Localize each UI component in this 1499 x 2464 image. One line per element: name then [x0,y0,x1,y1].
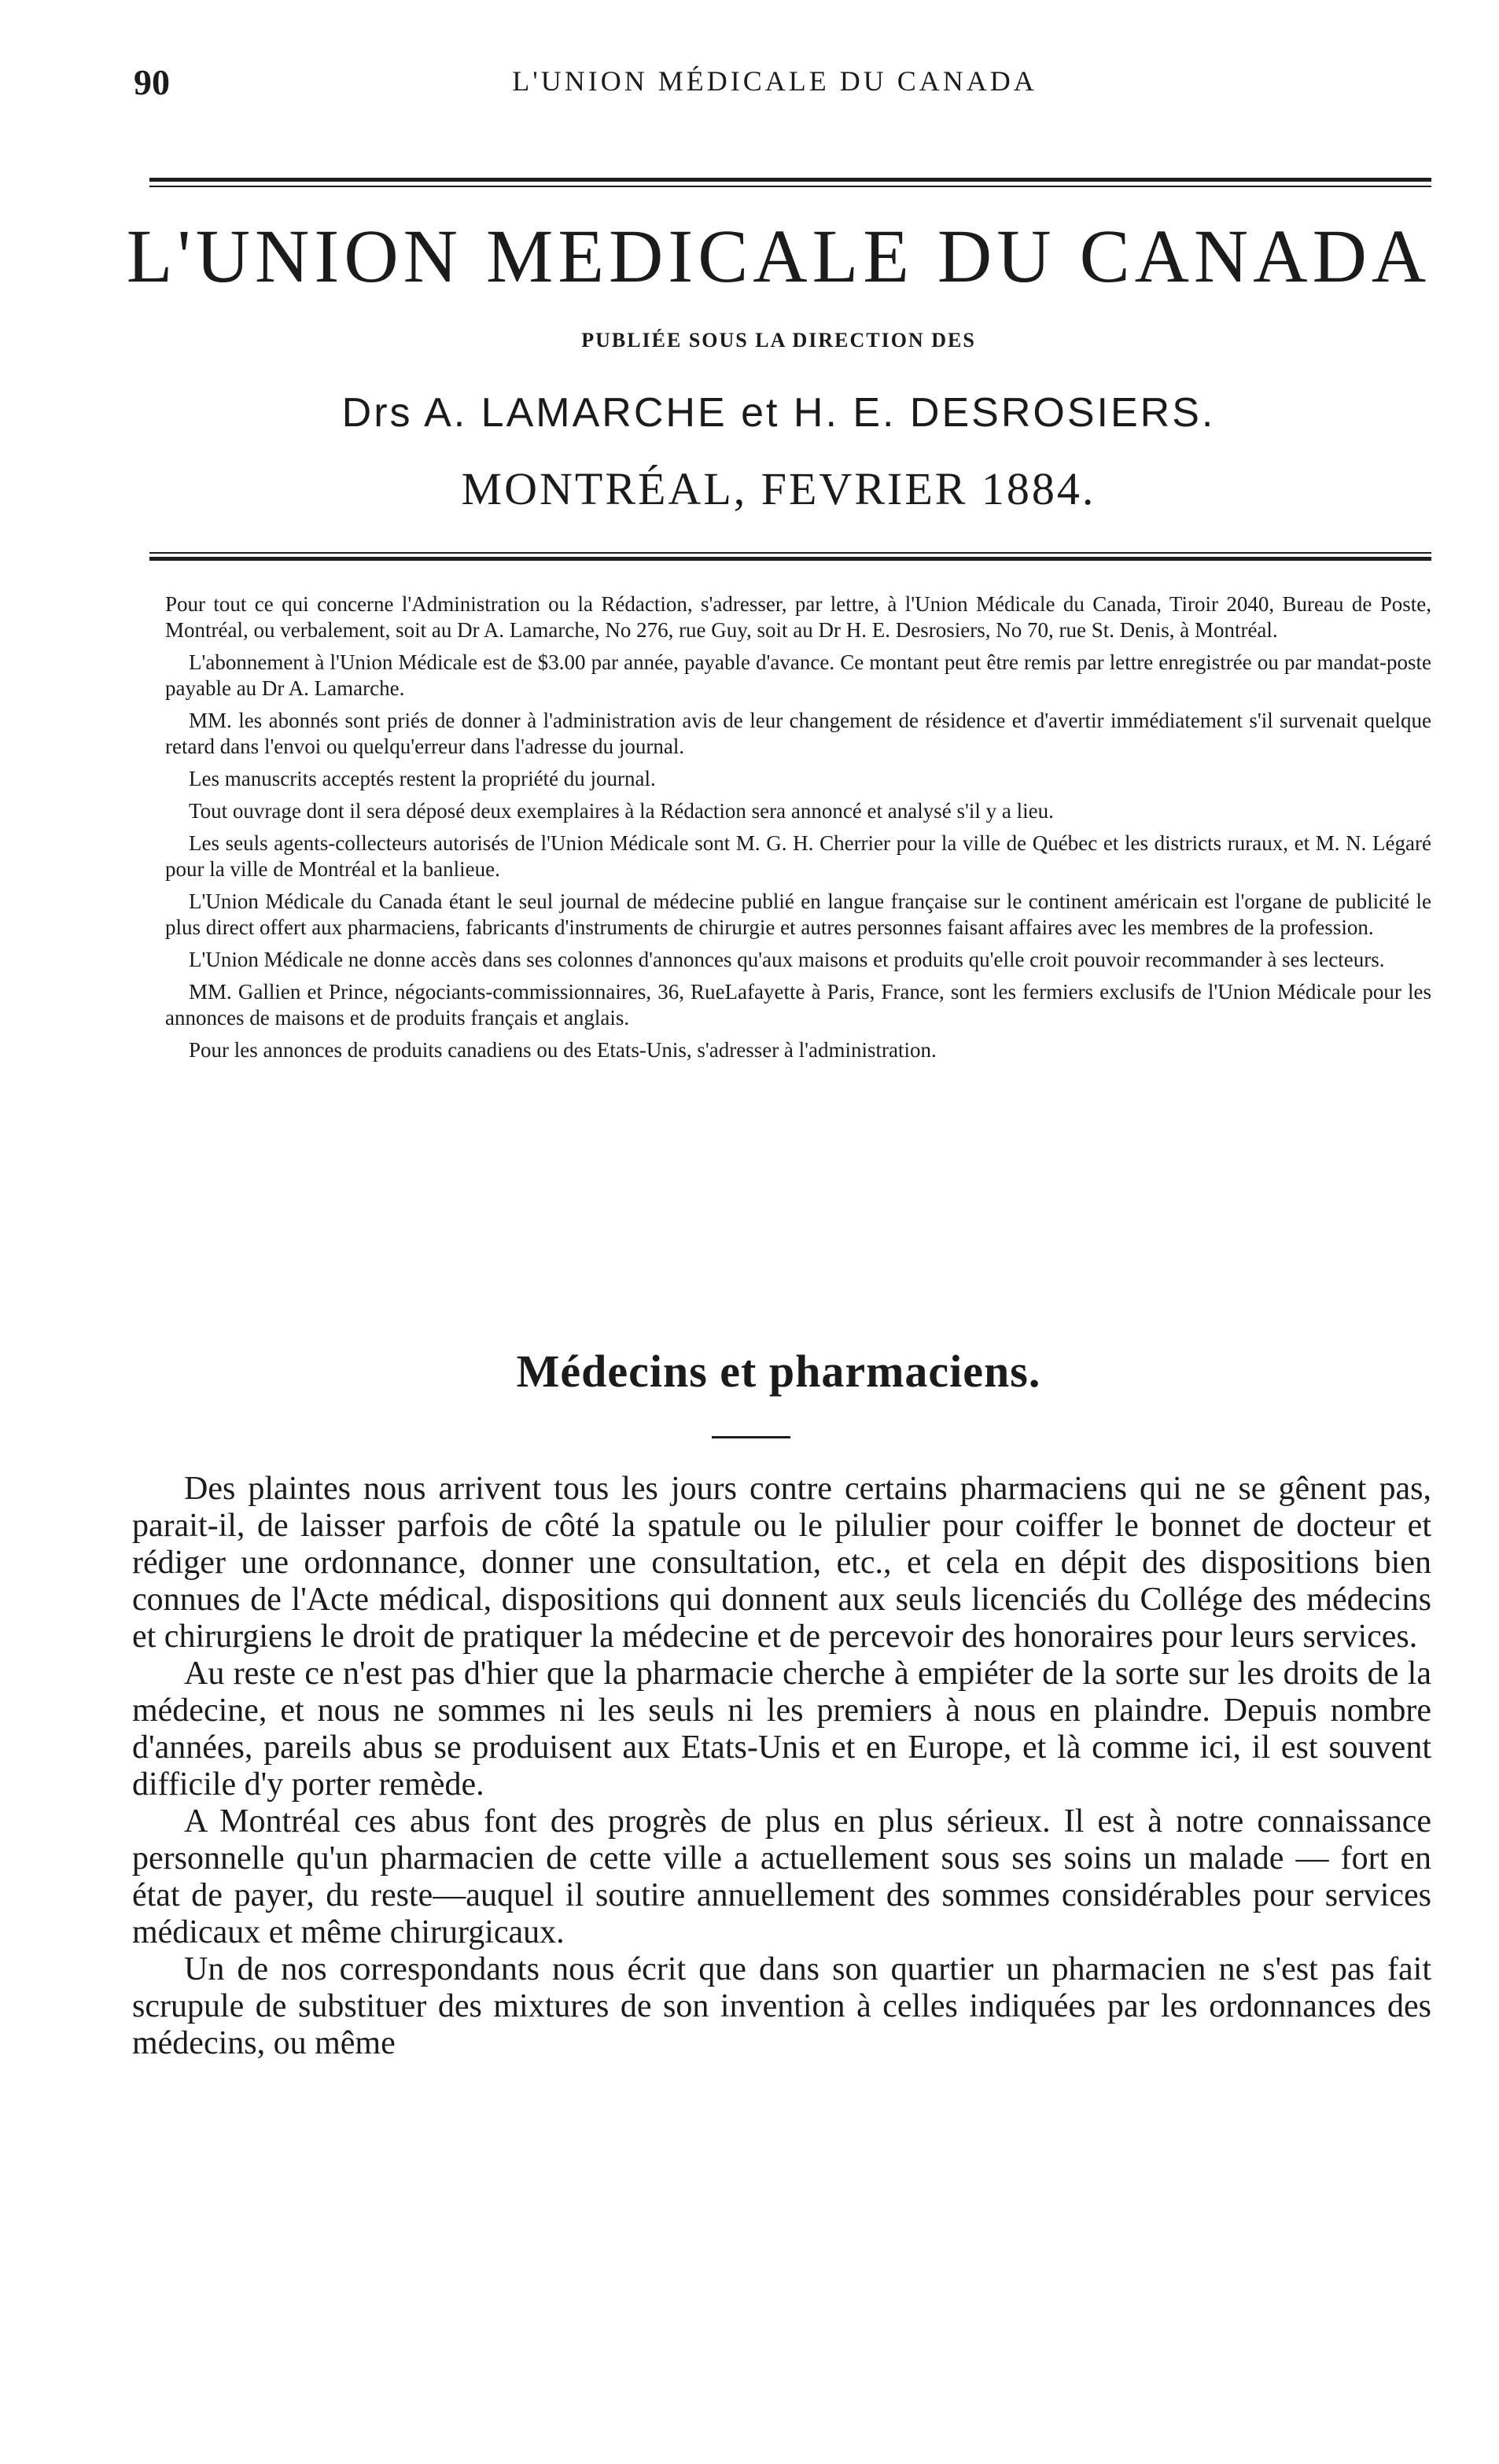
masthead-title: L'UNION MEDICALE DU CANADA [126,214,1431,298]
article-paragraph: Des plaintes nous arrivent tous les jours contre certains pharmaciens qui ne se gênent pas, parait-il, de laisser parfois de côté la spatule ou le pilulier pour coiffer le bonnet de docteur et rédiger une ordonnance, donner une consultation, etc., et cela en dépit des dispositions bien connues de l'Acte médical, dispositions qui donnent aux seuls licenciés du Collége des médecins et chirurgiens le droit de pratiquer la médecine et de percevoir des honoraires pour leurs services. [132,1471,1431,1655]
notice-paragraph: L'Union Médicale du Canada étant le seul journal de médecine publié en langue française sur le continent américain est l'organe de publicité le plus direct offert aux pharmaciens, fabricants d'instruments de chirurgie et autres personnes faisant affaires avec les membres de la profession. [165,889,1431,939]
notice-paragraph: Les seuls agents-collecteurs autorisés de l'Union Médicale sont M. G. H. Cherrier pour la ville de Québec et les districts ruraux, et M. N. Légaré pour la ville de Montréal et la banlieue. [165,831,1431,881]
section-title: Médecins et pharmaciens. [516,1346,1041,1397]
notice-paragraph: Tout ouvrage dont il sera déposé deux exemplaires à la Rédaction sera annoncé et analysé s'il y a lieu. [189,799,1054,823]
notice-paragraph: L'abonnement à l'Union Médicale est de $3.00 par année, payable d'avance. Ce montant peut être remis par lettre enregistrée ou par mandat-poste payable au Dr A. Lamarche. [165,650,1431,700]
article-paragraph: A Montréal ces abus font des progrès de plus en plus sérieux. Il est à notre connaissance personnelle qu'un pharmacien de cette ville a actuellement sous ses soins un malade — fort en état de payer, du reste—auquel il soutire annuellement des sommes considérables pour services médicaux et même chirurgicaux. [132,1803,1431,1950]
notice-paragraph: L'Union Médicale ne donne accès dans ses colonnes d'annonces qu'aux maisons et produits qu'elle croit pouvoir recommander à ses lecteurs. [189,948,1385,971]
article-body [132,1471,1431,2062]
header-rule-thick [149,178,1431,182]
page-number: 90 [134,62,170,102]
article-paragraph: Un de nos correspondants nous écrit que dans son quartier un pharmacien ne s'est pas fait scrupule de substituer des mixtures de son invention à celles indiquées par les ordonnances des médecins, ou même [132,1951,1431,2061]
masthead-subtitle: PUBLIÉE SOUS LA DIRECTION DES [581,329,976,352]
masthead-dateline: MONTRÉAL, FEVRIER 1884. [461,463,1096,514]
notice-paragraph: MM. Gallien et Prince, négociants-commissionnaires, 36, RueLafayette à Paris, France, sont les fermiers exclusifs de l'Union Médicale pour les annonces de maisons et de produits français et anglais. [165,980,1431,1029]
masthead-directors: Drs A. LAMARCHE et H. E. DESROSIERS. [341,390,1216,436]
masthead-rule-thin [149,552,1431,554]
notices-block [165,591,1431,1070]
notice-paragraph: Les manuscrits acceptés restent la propriété du journal. [189,767,656,790]
running-title: L'UNION MÉDICALE DU CANADA [512,65,1037,97]
masthead-rule-thick [149,557,1431,561]
header-rule-thin [149,186,1431,187]
notice-paragraph: Pour les annonces de produits canadiens ou des Etats-Unis, s'adresser à l'administration. [189,1038,937,1062]
notice-paragraph: MM. les abonnés sont priés de donner à l'administration avis de leur changement de résidence et d'avertir immédiatement s'il survenait quelque retard dans l'envoi ou quelqu'erreur dans l'adresse du journal. [165,709,1431,758]
notice-paragraph: Pour tout ce qui concerne l'Administration ou la Rédaction, s'adresser, par lettre, à l'Union Médicale du Canada, Tiroir 2040, Bureau de Poste, Montréal, ou verbalement, soit au Dr A. Lamarche, No 276, rue Guy, soit au Dr H. E. Desrosiers, No 70, rue St. Denis, à Montréal. [165,592,1431,642]
section-divider [712,1436,790,1438]
running-head [126,61,1423,116]
article-paragraph: Au reste ce n'est pas d'hier que la pharmacie cherche à empiéter de la sorte sur les droits de la médecine, et nous ne sommes ni les seuls ni les premiers à nous en plaindre. Depuis nombre d'années, pareils abus se produisent aux Etats-Unis et en Europe, et là comme ici, il est souvent difficile d'y porter remède. [132,1656,1431,1803]
